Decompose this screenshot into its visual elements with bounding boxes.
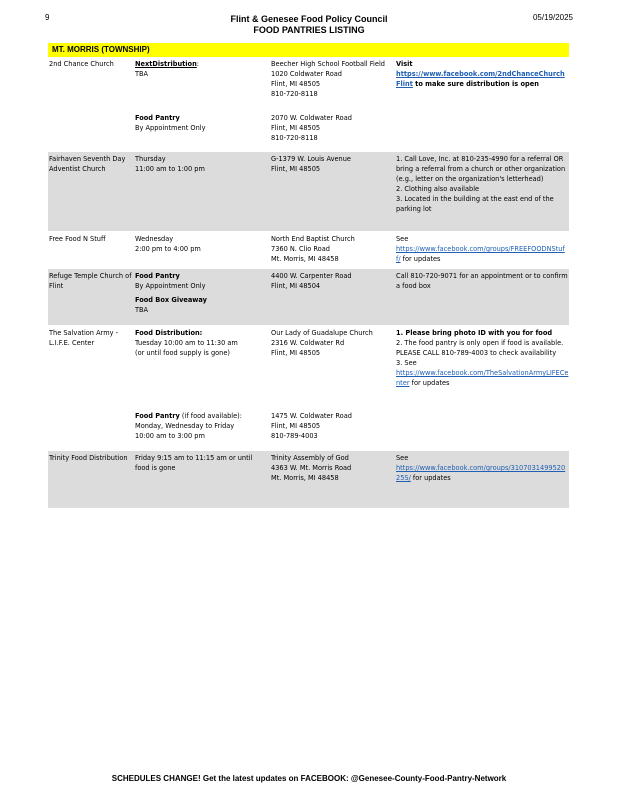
schedule-time: 11:00 am to 1:00 pm <box>135 165 205 173</box>
schedule-time: By Appointment Only <box>135 124 206 132</box>
facebook-link[interactable]: https://www.facebook.com/TheSalvationArmyLIFECenter <box>396 369 569 387</box>
schedule-cell <box>135 328 269 358</box>
address-line: 1475 W. Coldwater Road <box>271 412 352 420</box>
page-number: 9 <box>45 13 50 22</box>
section-heading: MT. MORRIS (TOWNSHIP) <box>48 43 569 57</box>
schedule-time: TBA <box>135 306 149 314</box>
document-title: Flint & Genesee Food Policy Council <box>230 14 388 24</box>
address-line: Trinity Assembly of God <box>271 454 349 462</box>
note-text: 1. Please bring photo ID with you for food <box>396 329 553 337</box>
pantry-name: Fairhaven Seventh Day Adventist Church <box>49 155 126 173</box>
address-cell <box>271 271 395 291</box>
note-text: See <box>396 235 409 243</box>
address-line: 2316 W. Coldwater Rd <box>271 339 345 347</box>
address-line: Flint, MI 48504 <box>271 282 321 290</box>
address-line: G-1379 W. Louis Avenue <box>271 155 351 163</box>
pantry-table <box>48 57 569 508</box>
note-text: for updates <box>410 474 451 482</box>
address-line: Mt. Morris, MI 48458 <box>271 474 339 482</box>
notes-cell <box>396 154 569 214</box>
table-row <box>48 57 569 151</box>
schedule-time: 2:00 pm to 4:00 pm <box>135 245 201 253</box>
phone-number: 810-789-4003 <box>271 432 318 440</box>
schedule-label: Food Pantry <box>135 412 180 420</box>
phone-number: 810-720-8118 <box>271 90 318 98</box>
address-cell <box>271 154 395 174</box>
schedule-label-colon: : <box>196 60 200 68</box>
schedule-label: Food Pantry <box>135 114 180 122</box>
notes-cell <box>396 453 569 483</box>
note-text: See <box>396 454 409 462</box>
schedule-cell <box>135 271 269 315</box>
address-line: Flint, MI 48505 <box>271 165 321 173</box>
address-cell <box>271 113 395 143</box>
address-line: Our Lady of Guadalupe Church <box>271 329 373 337</box>
address-line: North End Baptist Church <box>271 235 355 243</box>
schedule-label: Food Distribution: <box>135 329 203 337</box>
address-line: Flint, MI 48505 <box>271 80 321 88</box>
schedule-label: Food Pantry <box>135 272 180 280</box>
note-text: 2. The food pantry is only open if food is available. PLEASE CALL 810-789-4003 to check availability <box>396 339 564 357</box>
pantry-name: The Salvation Army - L.I.F.E. Center <box>49 329 118 347</box>
note-text: for updates <box>400 255 441 263</box>
table-row <box>48 268 569 325</box>
address-line: Flint, MI 48505 <box>271 422 321 430</box>
address-cell <box>271 328 395 358</box>
schedule-day: Wednesday <box>135 235 174 243</box>
address-cell <box>271 453 395 483</box>
schedule-cell <box>135 113 269 133</box>
address-cell <box>271 234 395 264</box>
schedule-time: Tuesday 10:00 am to 11:30 am <box>135 339 238 347</box>
note-text: Visit <box>396 60 413 68</box>
schedule-label: NextDistribution <box>135 60 197 68</box>
pantry-name: Free Food N Stuff <box>49 235 106 243</box>
document-date: 05/19/2025 <box>532 13 573 22</box>
schedule-time: Friday 9:15 am to 11:15 am or until food is gone <box>135 454 253 472</box>
notes-cell <box>396 234 569 264</box>
address-line: Beecher High School Football Field <box>271 60 385 68</box>
note-text: for updates <box>409 379 450 387</box>
notes-cell <box>396 59 569 89</box>
schedule-cell <box>135 234 269 254</box>
schedule-label-rest: (if food available): <box>179 412 242 420</box>
address-line: Flint, MI 48505 <box>271 349 321 357</box>
address-line: 1020 Coldwater Road <box>271 70 342 78</box>
address-line: 2070 W. Coldwater Road <box>271 114 352 122</box>
facebook-link[interactable]: https://www.facebook.com/groups/310703149952025S/ <box>396 464 566 482</box>
schedule-day: Thursday <box>135 155 166 163</box>
schedule-time: 10:00 am to 3:00 pm <box>135 432 205 440</box>
address-cell <box>271 411 395 441</box>
schedule-time: (or until food supply is gone) <box>135 349 230 357</box>
notes-cell <box>396 328 569 388</box>
schedule-label: Food Box Giveaway <box>135 296 207 304</box>
address-cell <box>271 59 395 99</box>
pantry-name: 2nd Chance Church <box>49 60 114 68</box>
schedule-time: TBA <box>135 70 149 78</box>
phone-number: 810-720-8118 <box>271 134 318 142</box>
table-row <box>48 450 569 508</box>
pantry-name: Refuge Temple Church of Flint <box>49 272 132 290</box>
schedule-cell <box>135 59 269 79</box>
schedule-time: By Appointment Only <box>135 282 206 290</box>
table-row <box>48 151 569 231</box>
note-text: 3. See <box>396 359 417 367</box>
note-text: 1. Call Love, Inc. at 810-235-4990 for a referral OR bring a referral from a church or other organization (e.g., letter on the organization's letterhead) <box>396 155 566 183</box>
note-text: 3. Located in the building at the east end of the parking lot <box>396 195 554 213</box>
schedule-cell <box>135 411 269 441</box>
notes-cell: Call 810-720-9071 for an appointment or to confirm a food box <box>396 272 568 290</box>
page-footer: SCHEDULES CHANGE! Get the latest updates on FACEBOOK: @Genesee-County-Food-Pantry-Network <box>111 774 507 783</box>
note-text: 2. Clothing also available <box>396 185 480 193</box>
table-row <box>48 325 569 450</box>
facebook-link[interactable]: https://www.facebook.com/2ndChanceChurchFlint <box>396 70 565 88</box>
pantry-name: Trinity Food Distribution <box>49 454 128 462</box>
address-line: 4363 W. Mt. Morris Road <box>271 464 352 472</box>
document-subtitle: FOOD PANTRIES LISTING <box>253 25 365 35</box>
table-row <box>48 231 569 268</box>
schedule-cell <box>135 154 269 174</box>
address-line: 4400 W. Carpenter Road <box>271 272 352 280</box>
address-line: Flint, MI 48505 <box>271 124 321 132</box>
schedule-time: Monday, Wednesday to Friday <box>135 422 235 430</box>
address-line: Mt. Morris, MI 48458 <box>271 255 339 263</box>
note-text: to make sure distribution is open <box>412 80 539 88</box>
facebook-link[interactable]: https://www.facebook.com/groups/FREEFOODNStuff/ <box>396 245 565 263</box>
address-line: 7360 N. Clio Road <box>271 245 330 253</box>
